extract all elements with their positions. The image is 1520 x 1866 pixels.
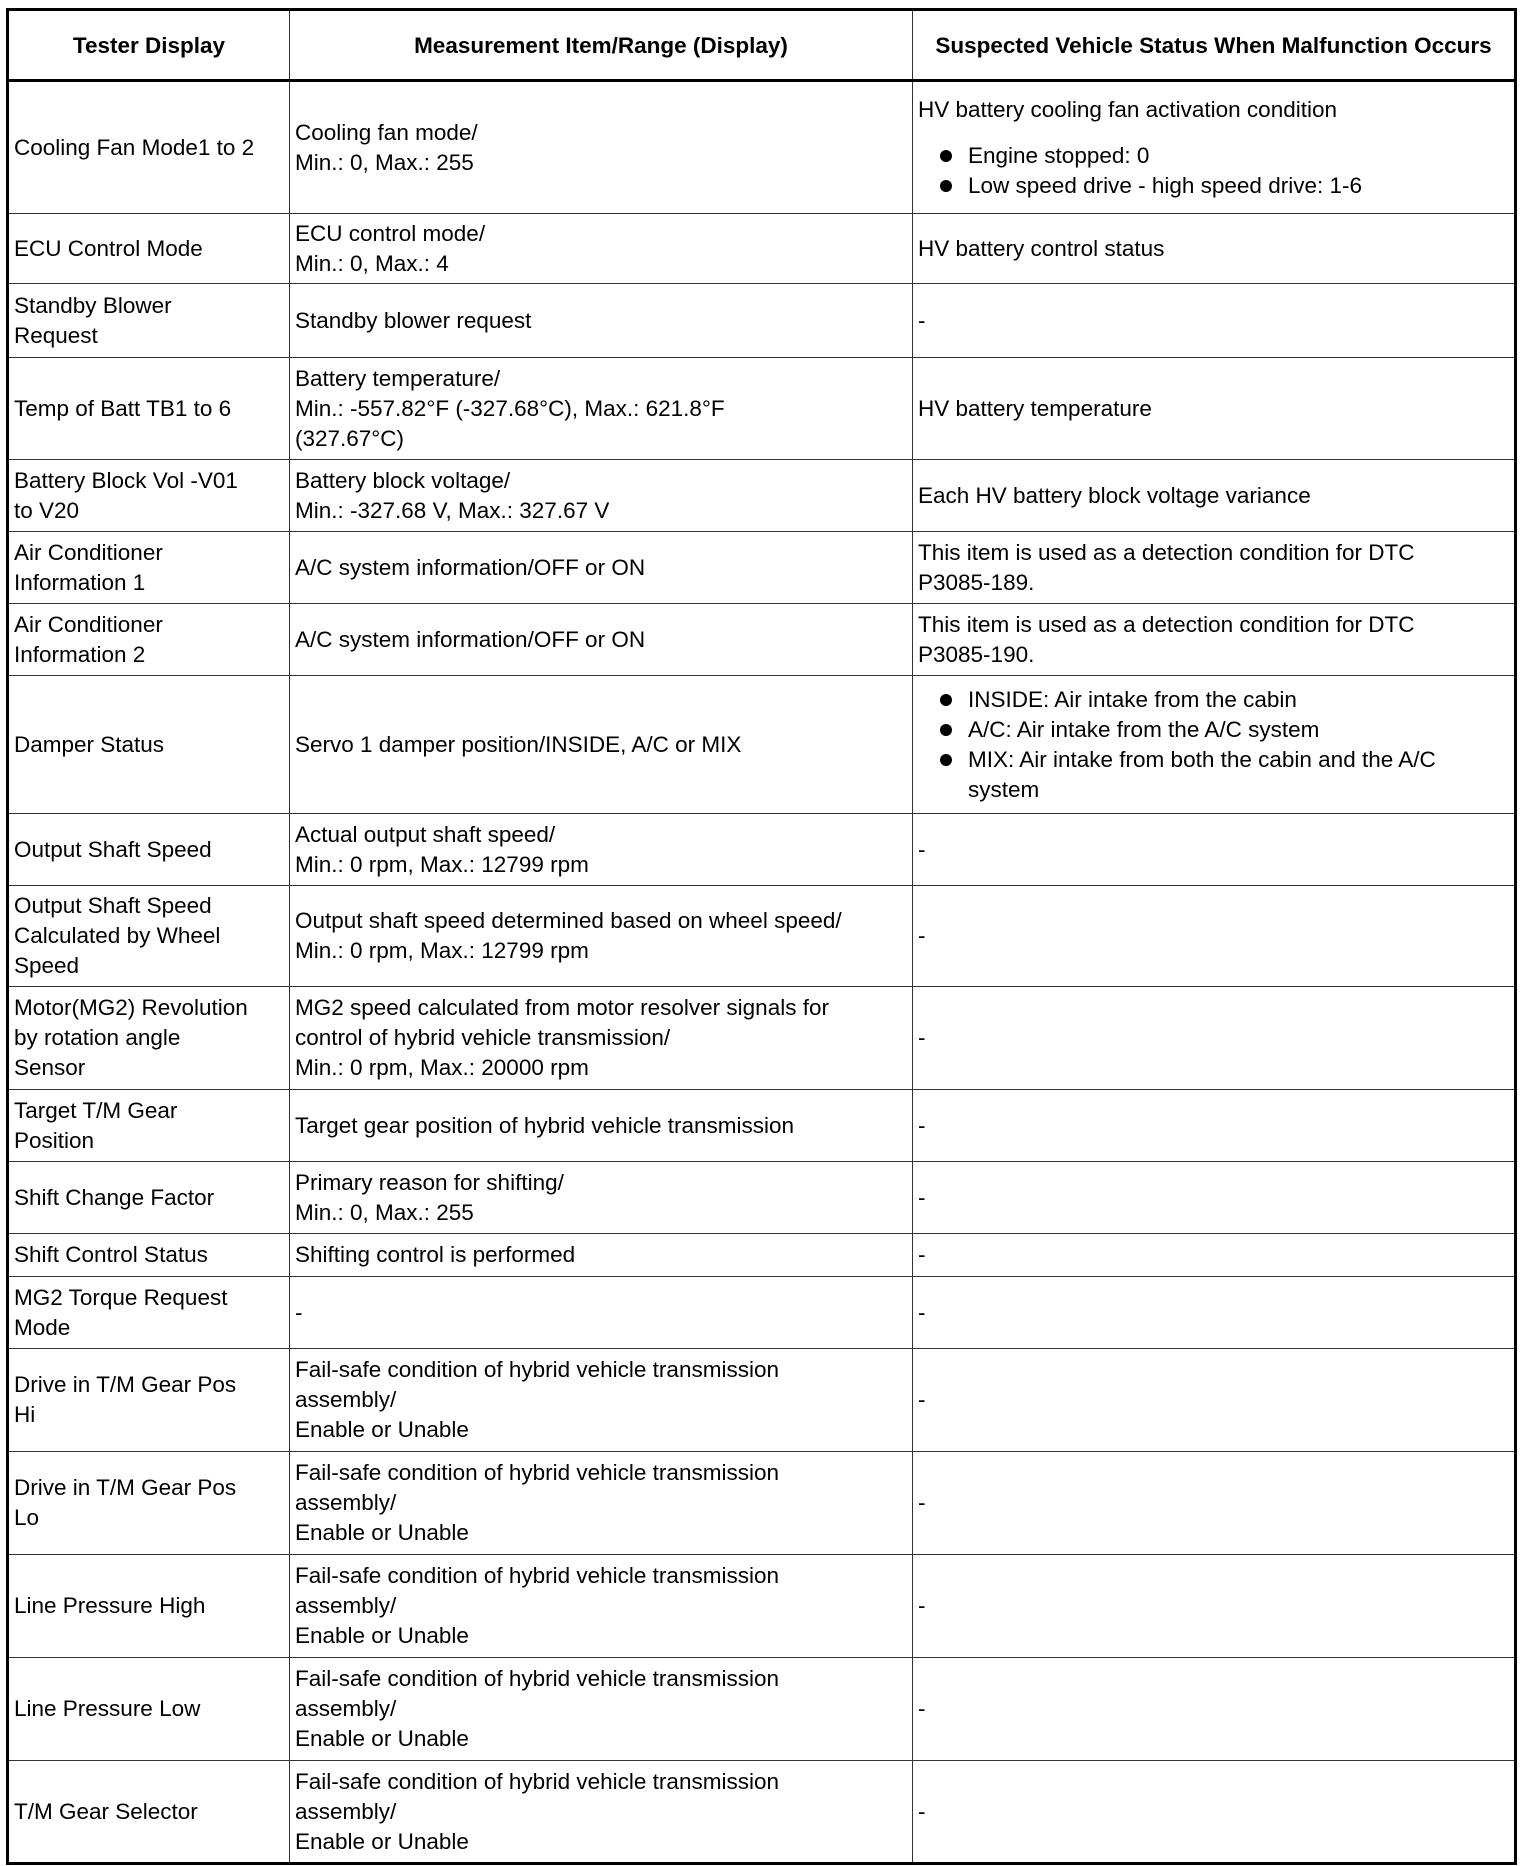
tester-display-cell: Cooling Fan Mode1 to 2 [8,81,290,214]
table-row [8,1090,1516,1162]
status-cell: - [913,1349,1516,1452]
measurement-cell: Fail-safe condition of hybrid vehicle transmission assembly/ Enable or Unable [290,1761,913,1864]
measurement-cell: Standby blower request [290,284,913,358]
table-row [8,1162,1516,1234]
status-cell [913,676,1516,814]
measurement-cell: Output shaft speed determined based on wheel speed/ Min.: 0 rpm, Max.: 12799 rpm [290,886,913,987]
table-row [8,358,1516,460]
tester-display-cell: Motor(MG2) Revolution by rotation angle Sensor [8,987,290,1090]
status-cell: - [913,1162,1516,1234]
table-row [8,676,1516,814]
measurement-cell: Fail-safe condition of hybrid vehicle transmission assembly/ Enable or Unable [290,1452,913,1555]
status-cell: - [913,1452,1516,1555]
header-tester-display: Tester Display [8,10,290,81]
measurement-cell: ECU control mode/ Min.: 0, Max.: 4 [290,214,913,284]
status-cell: - [913,1277,1516,1349]
table-row [8,1234,1516,1277]
tester-display-cell: Battery Block Vol -V01 to V20 [8,460,290,532]
measurement-cell: Cooling fan mode/ Min.: 0, Max.: 255 [290,81,913,214]
table-row [8,214,1516,284]
list-item: Low speed drive - high speed drive: 1-6 [918,171,1509,201]
table-row [8,284,1516,358]
header-measurement-item: Measurement Item/Range (Display) [290,10,913,81]
tester-display-cell: Line Pressure Low [8,1658,290,1761]
tester-display-cell: Drive in T/M Gear Pos Hi [8,1349,290,1452]
tester-display-cell: Damper Status [8,676,290,814]
table-row [8,1658,1516,1761]
measurement-cell: Shifting control is performed [290,1234,913,1277]
measurement-cell: Fail-safe condition of hybrid vehicle transmission assembly/ Enable or Unable [290,1555,913,1658]
measurement-cell: A/C system information/OFF or ON [290,604,913,676]
header-suspected-status: Suspected Vehicle Status When Malfunction Occurs [913,10,1516,81]
table-row [8,532,1516,604]
tester-display-cell: Drive in T/M Gear Pos Lo [8,1452,290,1555]
measurement-cell: Target gear position of hybrid vehicle transmission [290,1090,913,1162]
table-row [8,1555,1516,1658]
table-row [8,1277,1516,1349]
status-cell: - [913,1090,1516,1162]
measurement-cell: Actual output shaft speed/ Min.: 0 rpm, Max.: 12799 rpm [290,814,913,886]
tester-display-cell: Output Shaft Speed Calculated by Wheel Speed [8,886,290,987]
list-item: Engine stopped: 0 [918,141,1509,171]
table-row [8,1452,1516,1555]
status-cell: - [913,1658,1516,1761]
status-bullet-list [918,141,1509,201]
tester-display-cell: Shift Control Status [8,1234,290,1277]
status-cell: - [913,987,1516,1090]
data-list-table [6,8,1517,1865]
tester-display-cell: T/M Gear Selector [8,1761,290,1864]
tester-display-cell: Temp of Batt TB1 to 6 [8,358,290,460]
tester-display-cell: Output Shaft Speed [8,814,290,886]
status-cell: HV battery control status [913,214,1516,284]
status-cell: - [913,284,1516,358]
table-row [8,886,1516,987]
status-cell: - [913,1761,1516,1864]
measurement-cell: Fail-safe condition of hybrid vehicle transmission assembly/ Enable or Unable [290,1658,913,1761]
measurement-cell: Primary reason for shifting/ Min.: 0, Max.: 255 [290,1162,913,1234]
list-item: MIX: Air intake from both the cabin and the A/C system [918,745,1509,805]
status-cell [913,81,1516,214]
measurement-cell: Servo 1 damper position/INSIDE, A/C or MIX [290,676,913,814]
list-item: INSIDE: Air intake from the cabin [918,685,1509,715]
tester-display-cell: Air Conditioner Information 1 [8,532,290,604]
table-row [8,987,1516,1090]
status-cell: - [913,1234,1516,1277]
header-row [8,10,1516,81]
status-cell: - [913,1555,1516,1658]
table-row [8,1349,1516,1452]
table-row [8,1761,1516,1864]
table-row [8,814,1516,886]
table-row [8,604,1516,676]
spacer [918,125,1509,141]
table-row [8,460,1516,532]
status-cell: This item is used as a detection condition for DTC P3085-190. [913,604,1516,676]
tester-display-cell: Target T/M Gear Position [8,1090,290,1162]
status-cell: This item is used as a detection condition for DTC P3085-189. [913,532,1516,604]
status-text: HV battery cooling fan activation condition [918,96,1337,122]
status-cell: HV battery temperature [913,358,1516,460]
tester-display-cell: Shift Change Factor [8,1162,290,1234]
measurement-cell: MG2 speed calculated from motor resolver signals for control of hybrid vehicle transmission/ Min.: 0 rpm, Max.: 20000 rpm [290,987,913,1090]
tester-display-cell: Line Pressure High [8,1555,290,1658]
tester-display-cell: Air Conditioner Information 2 [8,604,290,676]
status-cell: - [913,886,1516,987]
measurement-cell: Fail-safe condition of hybrid vehicle transmission assembly/ Enable or Unable [290,1349,913,1452]
tester-display-cell: ECU Control Mode [8,214,290,284]
table-row [8,81,1516,214]
status-bullet-list [918,685,1509,805]
list-item: A/C: Air intake from the A/C system [918,715,1509,745]
status-cell: - [913,814,1516,886]
status-cell: Each HV battery block voltage variance [913,460,1516,532]
measurement-cell: A/C system information/OFF or ON [290,532,913,604]
tester-display-cell: Standby Blower Request [8,284,290,358]
measurement-cell: Battery block voltage/ Min.: -327.68 V, Max.: 327.67 V [290,460,913,532]
measurement-cell: - [290,1277,913,1349]
tester-display-cell: MG2 Torque Request Mode [8,1277,290,1349]
measurement-cell: Battery temperature/ Min.: -557.82°F (-327.68°C), Max.: 621.8°F (327.67°C) [290,358,913,460]
